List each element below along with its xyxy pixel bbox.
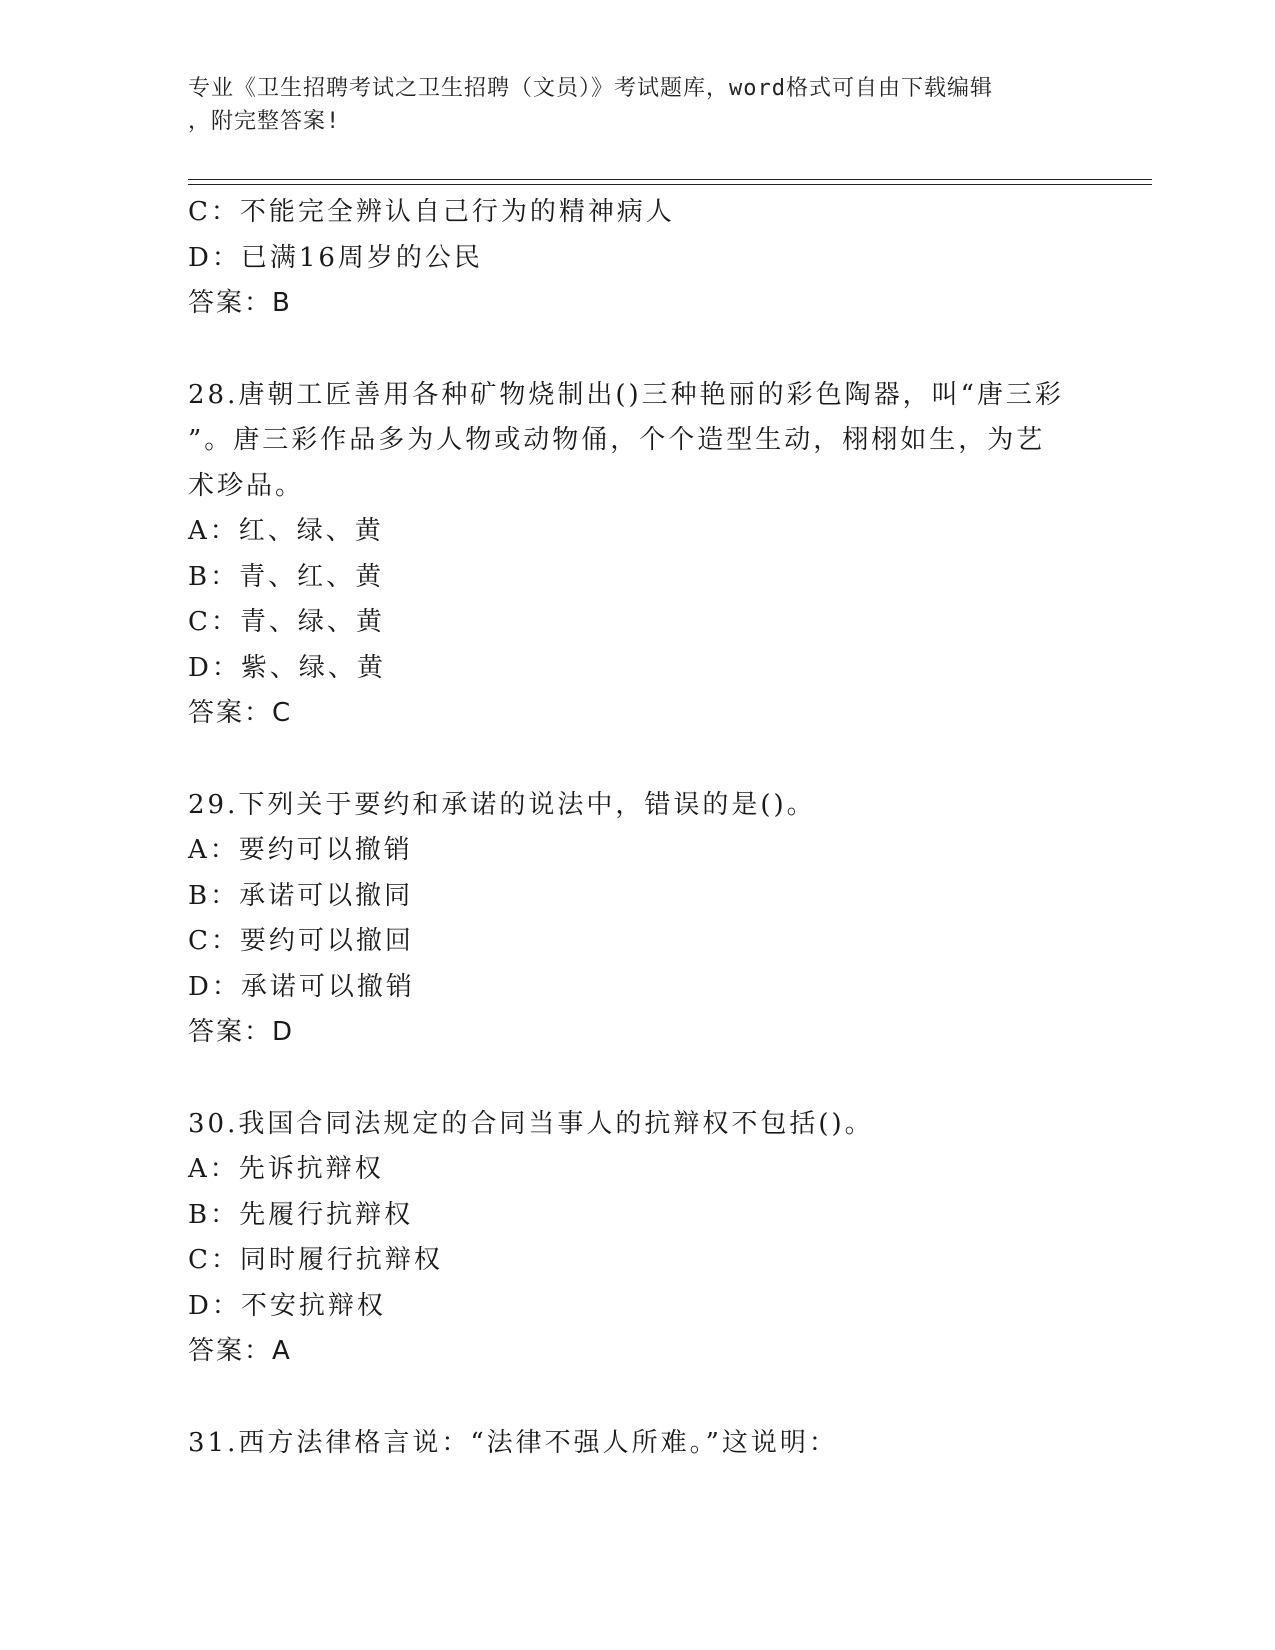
option-b: B：先履行抗辩权 <box>188 1199 414 1230</box>
option-a: A：要约可以撤销 <box>188 835 413 865</box>
option-d: D：已满16周岁的公民 <box>188 242 483 273</box>
question-block-30 <box>188 1102 1088 1375</box>
option-b: B：承诺可以撤同 <box>188 880 414 911</box>
stem-line: 28.唐朝工匠善用各种矿物烧制出()三种艳丽的彩色陶器，叫“唐三彩 <box>188 379 1064 410</box>
option-c: C：要约可以撤回 <box>188 926 414 956</box>
stem-line: 31.西方法律格言说：“法律不强人所难。”这说明： <box>188 1427 838 1458</box>
header-divider-top <box>188 179 1152 180</box>
option-c: C：不能完全辨认自己行为的精神病人 <box>188 197 675 227</box>
option-c: C：同时履行抗辩权 <box>188 1245 443 1275</box>
option-d: D：承诺可以撤销 <box>188 971 415 1002</box>
answer-line: 答案：B <box>188 288 292 318</box>
answer-line: 答案：A <box>188 1336 292 1366</box>
answer-line: 答案：D <box>188 1017 295 1047</box>
question-block-prev <box>188 190 1088 327</box>
question-stem <box>188 1421 1068 1467</box>
header-line-2: ，附完整答案! <box>188 109 341 134</box>
question-stem <box>188 783 1068 829</box>
question-stem <box>188 1102 1068 1148</box>
spacer <box>188 737 1088 783</box>
question-list <box>188 190 1088 1466</box>
answer-line: 答案：C <box>188 698 293 728</box>
stem-line: 29.下列关于要约和承诺的说法中，错误的是()。 <box>188 789 816 820</box>
question-block-28 <box>188 373 1088 737</box>
spacer <box>188 1375 1088 1421</box>
stem-line: 术珍品。 <box>188 470 305 501</box>
option-d: D：紫、绿、黄 <box>188 652 386 683</box>
option-b: B：青、红、黄 <box>188 561 385 592</box>
header-divider-bottom <box>188 184 1152 185</box>
question-block-29 <box>188 783 1088 1056</box>
stem-line: ”。唐三彩作品多为人物或动物俑，个个造型生动，栩栩如生，为艺 <box>188 425 1046 455</box>
stem-line: 30.我国合同法规定的合同当事人的抗辩权不包括()。 <box>188 1108 874 1139</box>
spacer <box>188 327 1088 373</box>
option-d: D：不安抗辩权 <box>188 1290 386 1321</box>
option-a: A：先诉抗辩权 <box>188 1154 384 1184</box>
question-stem <box>188 373 1068 510</box>
option-c: C：青、绿、黄 <box>188 607 385 637</box>
question-block-31 <box>188 1421 1088 1467</box>
document-header <box>188 72 1068 138</box>
header-line-1: 专业《卫生招聘考试之卫生招聘（文员）》考试题库，word格式可自由下载编辑 <box>188 76 993 101</box>
option-a: A：红、绿、黄 <box>188 516 384 546</box>
spacer <box>188 1056 1088 1102</box>
